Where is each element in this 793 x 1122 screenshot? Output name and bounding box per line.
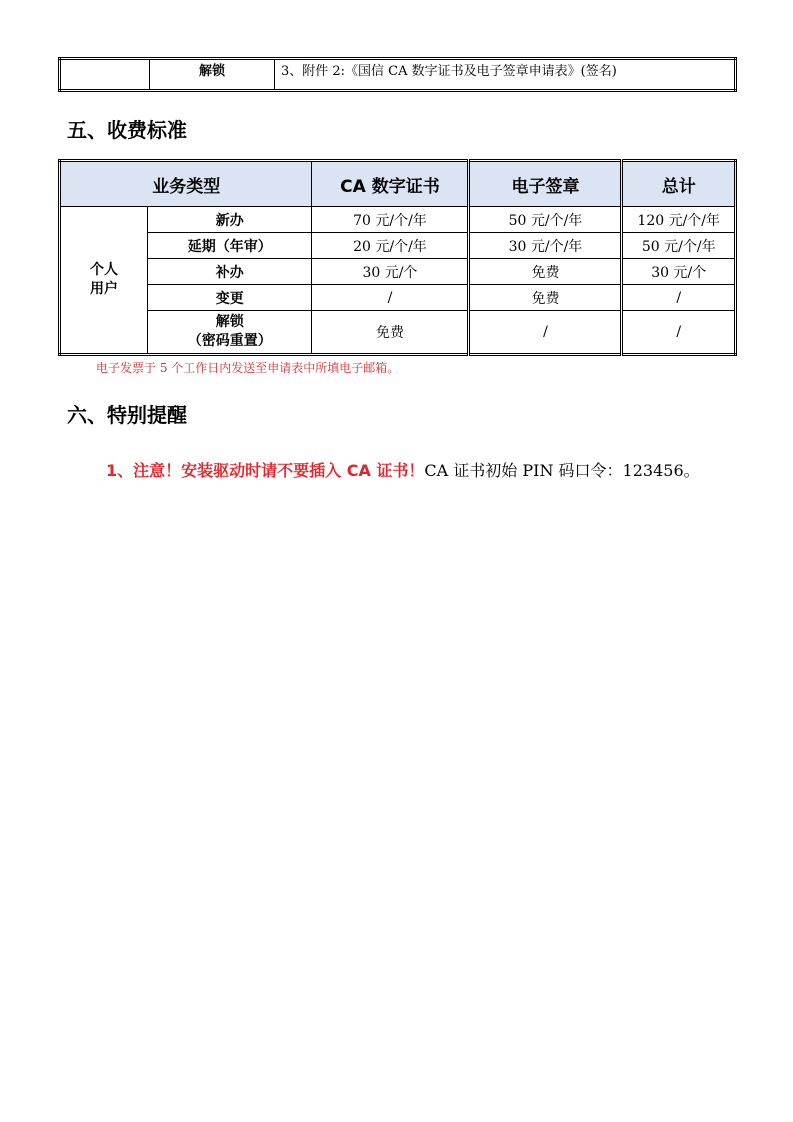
ca-price: /: [312, 285, 469, 311]
total-price: /: [622, 285, 736, 311]
header-ca-cert: CA 数字证书: [312, 161, 469, 207]
row-label: 变更: [148, 285, 312, 311]
table-row: [60, 311, 736, 355]
seal-price: 30 元/个/年: [469, 233, 622, 259]
section-title-reminder: 六、特别提醒: [67, 403, 187, 427]
total-price: 30 元/个: [622, 259, 736, 285]
group-label-personal-user: 个人 用户: [60, 207, 148, 355]
attachment-table: [58, 57, 737, 92]
header-row: [60, 161, 736, 207]
table-row: [60, 259, 736, 285]
seal-price: 免费: [469, 285, 622, 311]
seal-price: 50 元/个/年: [469, 207, 622, 233]
ca-price: 20 元/个/年: [312, 233, 469, 259]
seal-price: /: [469, 311, 622, 355]
header-business-type: 业务类型: [60, 161, 312, 207]
section-title-fees: 五、收费标准: [67, 118, 187, 142]
ca-price: 30 元/个: [312, 259, 469, 285]
header-e-seal: 电子签章: [469, 161, 622, 207]
table-row: [60, 285, 736, 311]
total-price: /: [622, 311, 736, 355]
row-label: 新办: [148, 207, 312, 233]
reminder-line: [106, 458, 700, 481]
header-total: 总计: [622, 161, 736, 207]
pin-info-text: CA 证书初始 PIN 码口令：123456。: [424, 461, 700, 480]
table-row: [60, 233, 736, 259]
attachment-text: 3、附件 2:《国信 CA 数字证书及电子签章申请表》(签名): [275, 59, 736, 91]
total-price: 50 元/个/年: [622, 233, 736, 259]
ca-price: 免费: [312, 311, 469, 355]
fee-table: [58, 159, 737, 356]
empty-cell: [60, 59, 150, 91]
unlock-label: 解锁: [150, 59, 275, 91]
warning-text: 1、注意！安装驱动时请不要插入 CA 证书！: [106, 461, 425, 480]
table-row: [60, 207, 736, 233]
invoice-note: 电子发票于 5 个工作日内发送至申请表中所填电子邮箱。: [96, 361, 400, 375]
row-label: 解锁 （密码重置）: [148, 311, 312, 355]
total-price: 120 元/个/年: [622, 207, 736, 233]
row-label: 补办: [148, 259, 312, 285]
seal-price: 免费: [469, 259, 622, 285]
ca-price: 70 元/个/年: [312, 207, 469, 233]
row-label: 延期（年审）: [148, 233, 312, 259]
